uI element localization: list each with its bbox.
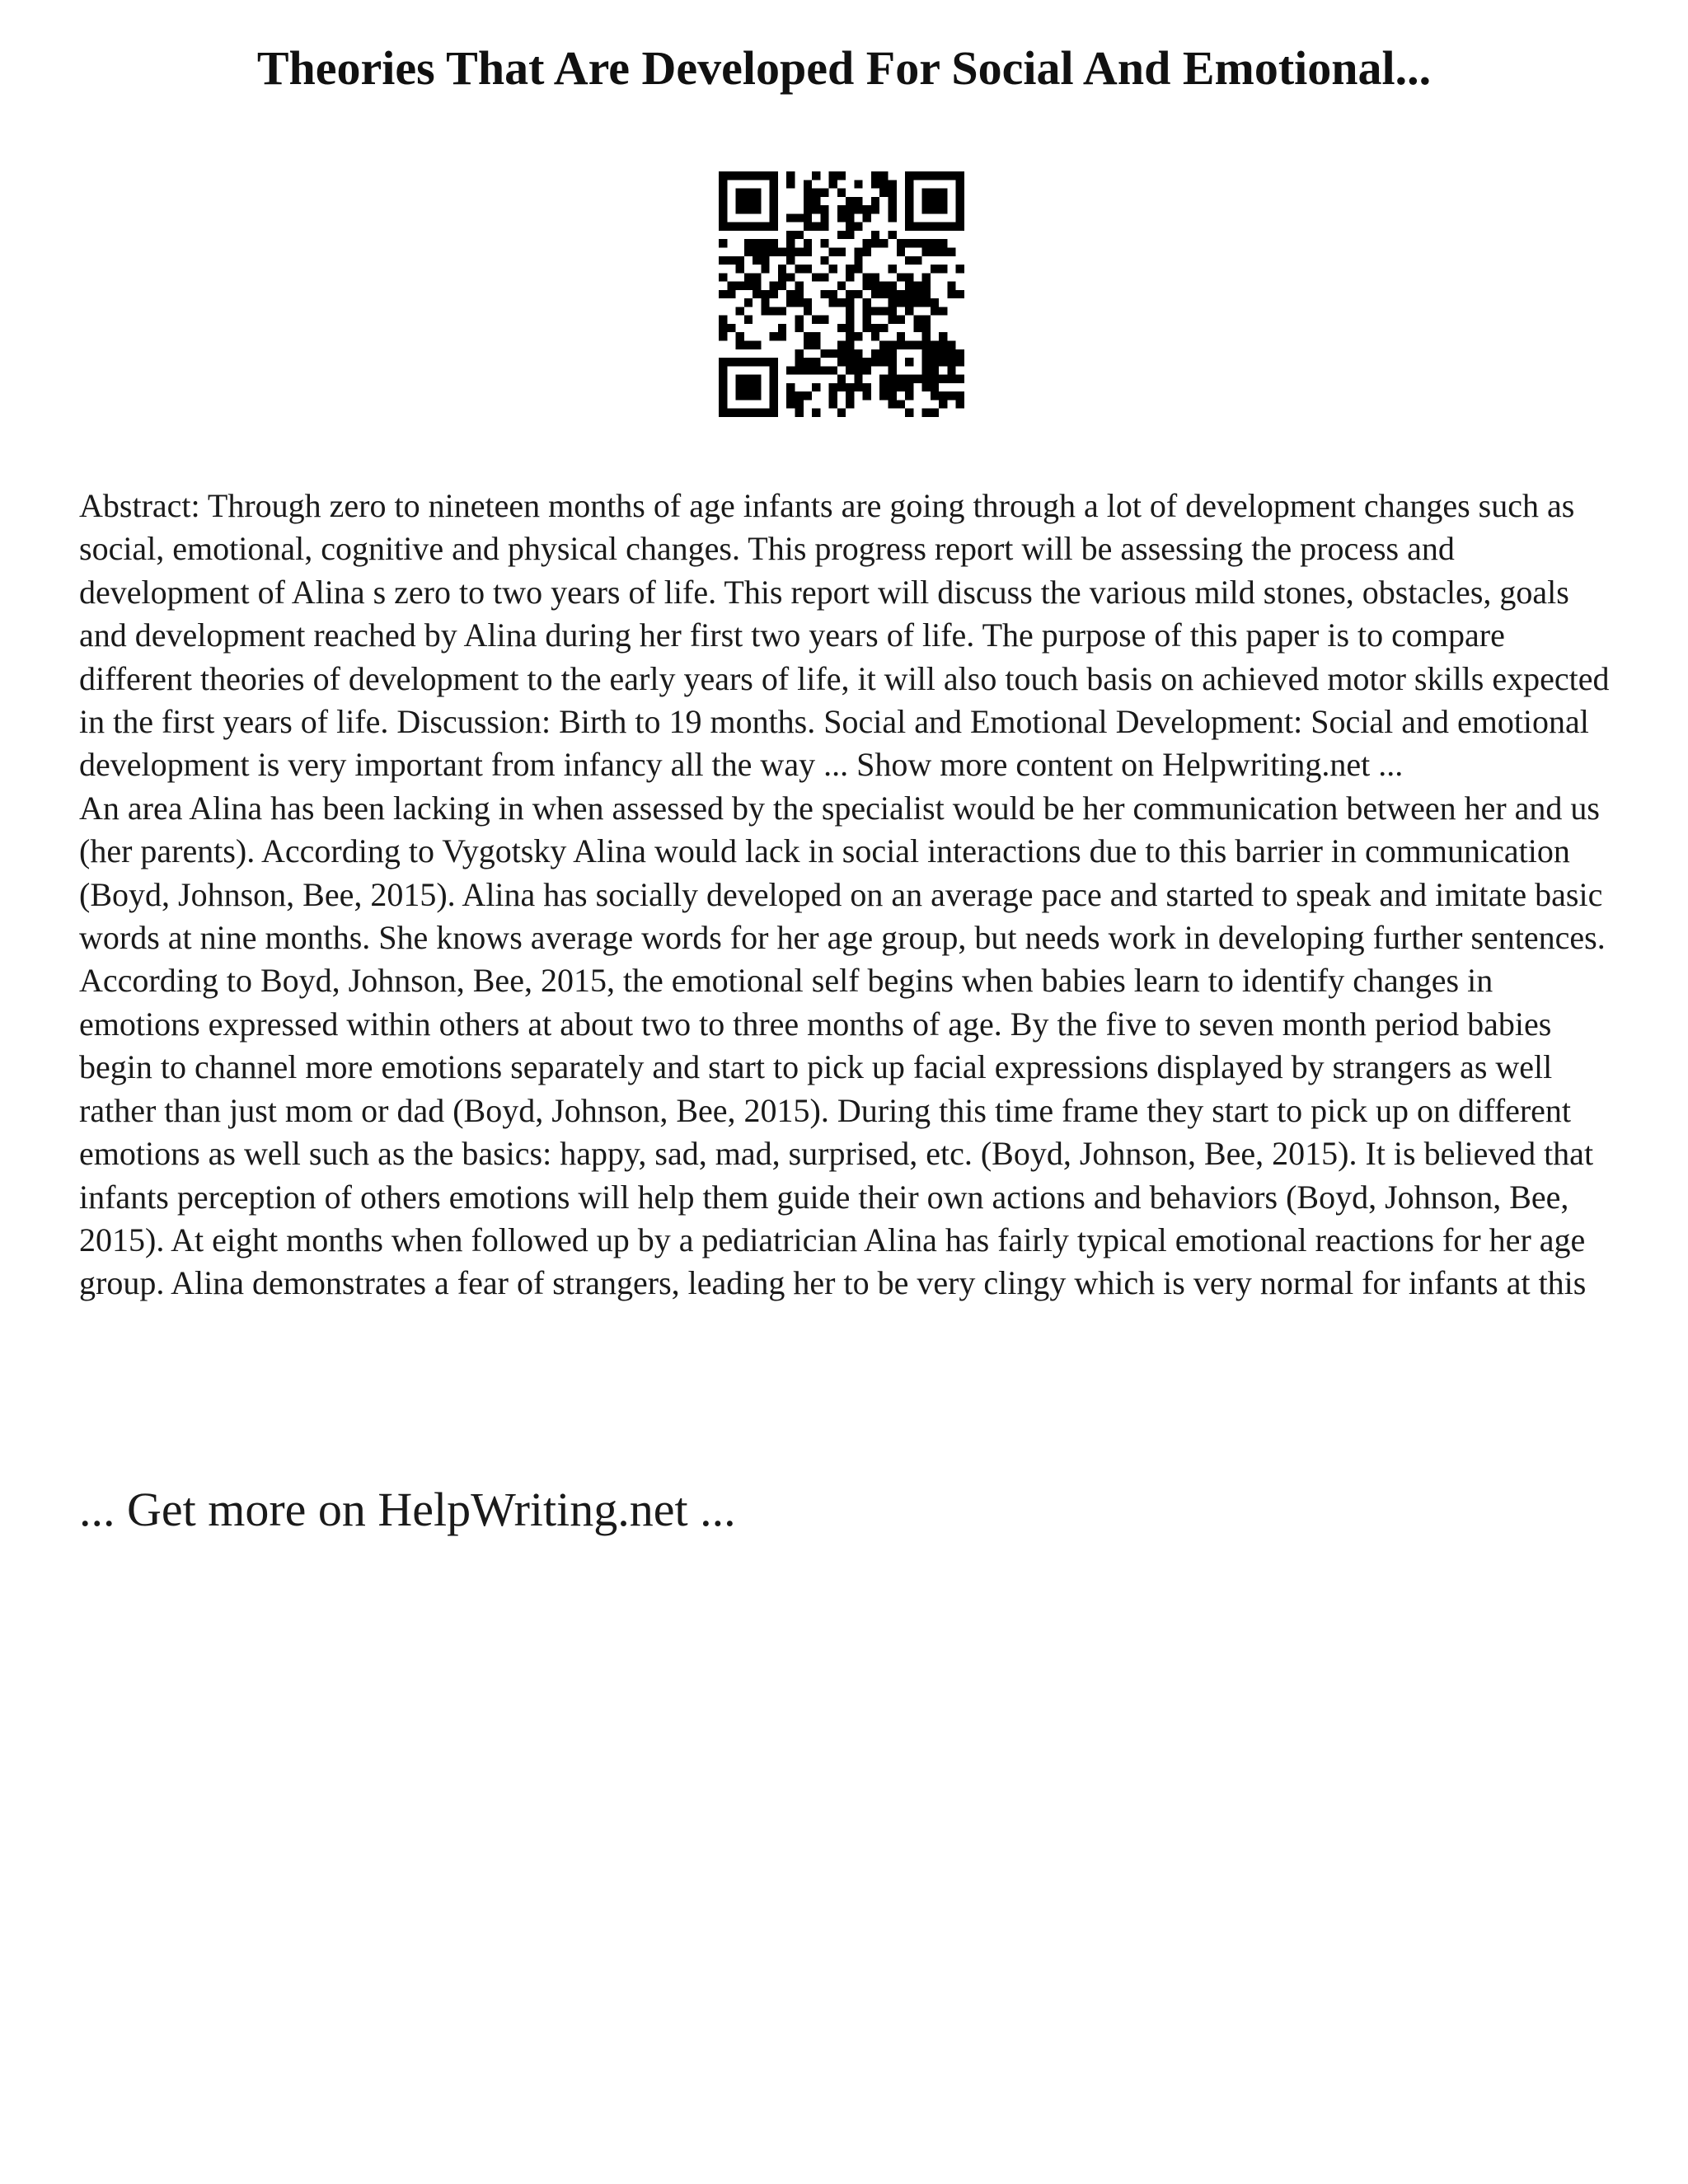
document-body bbox=[79, 485, 1620, 1305]
get-more-link[interactable]: ... Get more on HelpWriting.net ... bbox=[79, 1483, 736, 1536]
body-paragraph: An area Alina has been lacking in when assessed by the specialist would be her communication between her and us (her parents). According to Vygotsky Alina would lack in social interactions due to this barrier in communication (Boyd, Johnson, Bee, 2015). Alina has socially developed on an average pace and started to speak and imitate basic words at nine months. She knows average words for her age group, but needs work in developing further sentences. According to Boyd, Johnson, Bee, 2015, the emotional self begins when babies learn to identify changes in emotions expressed within others at about two to three months of age. By the five to seven month period babies begin to channel more emotions separately and start to pick up facial expressions displayed by strangers as well rather than just mom or dad (Boyd, Johnson, Bee, 2015). During this time frame they start to pick up on different emotions as well such as the basics: happy, sad, mad, surprised, etc. (Boyd, Johnson, Bee, 2015). It is believed that infants perception of others emotions will help them guide their own actions and behaviors (Boyd, Johnson, Bee, 2015). At eight months when followed up by a pediatrician Alina has fairly typical emotional reactions for her age group. Alina demonstrates a fear of strangers, leading her to be very clingy which is very normal for infants at this bbox=[79, 789, 1606, 1302]
abstract-paragraph: Abstract: Through zero to nineteen months of age infants are going through a lot of development changes such as social, emotional, cognitive and physical changes. This progress report will be assessing the process and development of Alina s zero to two years of life. This report will discuss the various mild stones, obstacles, goals and development reached by Alina during her first two years of life. The purpose of this paper is to compare different theories of development to the early years of life, it will also touch basis on achieved motor skills expected in the first years of life. Discussion: Birth to 19 months. Social and Emotional Development: Social and emotional development is very important from infancy all the way ... Show more content on Helpwriting.net ... bbox=[79, 487, 1610, 784]
qr-code[interactable] bbox=[719, 171, 964, 417]
qr-code-icon bbox=[719, 171, 964, 417]
document-title: Theories That Are Developed For Social And Emotional... bbox=[256, 41, 1432, 95]
